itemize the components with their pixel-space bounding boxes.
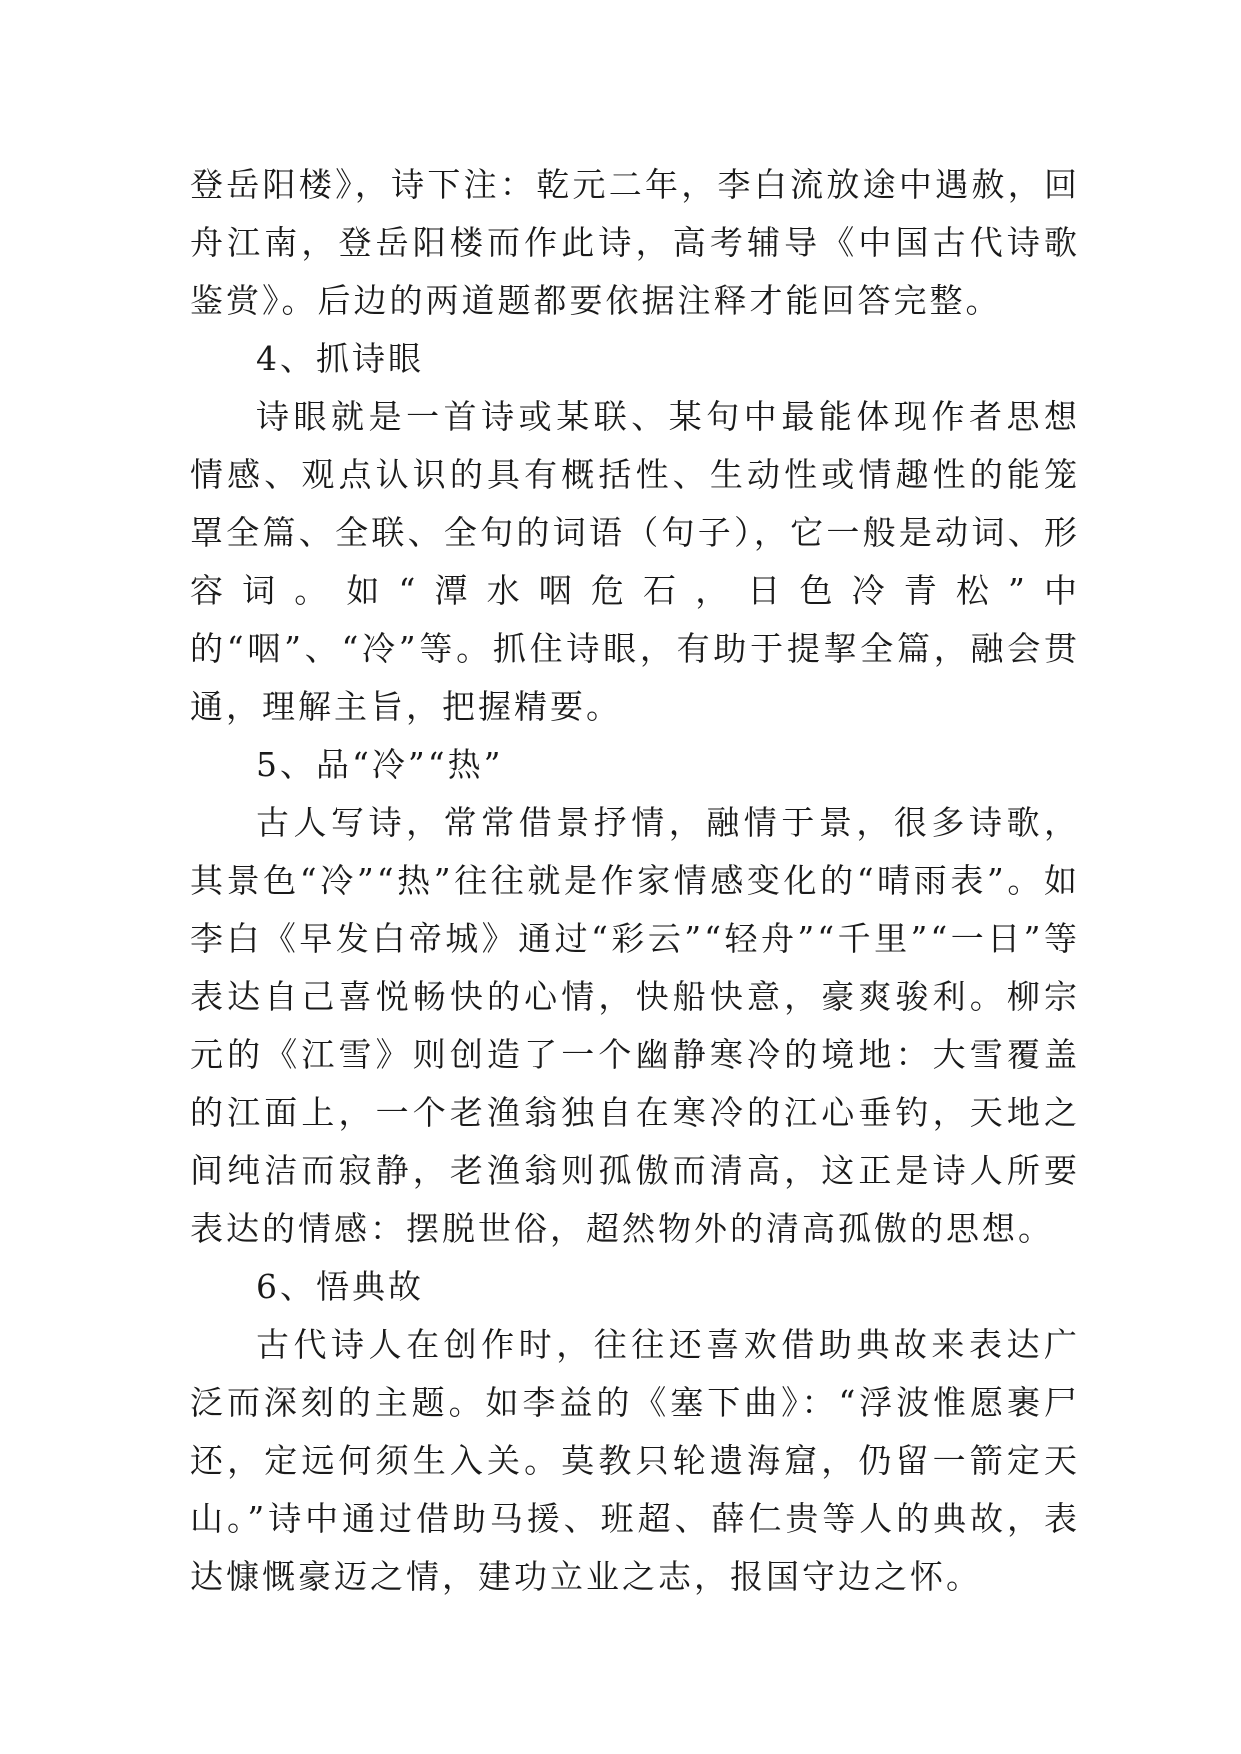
paragraph-continued: 登岳阳楼》，诗下注：乾元二年，李白流放途中遇赦，回舟江南，登岳阳楼而作此诗，高考辅导《中国古代诗歌鉴赏》。后边的两道题都要依据注释才能回答完整。: [190, 165, 1080, 320]
section-heading-5: 5、品“冷”“热”: [256, 745, 504, 784]
section-heading-4: 4、抓诗眼: [256, 339, 424, 378]
paragraph-poem-eye: 诗眼就是一首诗或某联、某句中最能体现作者思想情感、观点认识的具有概括性、生动性或情趣性的能笼罩全篇、全联、全句的词语（句子），它一般是动词、形容词。如“潭水咽危石，日色冷青松”中的“咽”、“冷”等。抓住诗眼，有助于提挈全篇，融会贯通，理解主旨，把握精要。: [190, 397, 1080, 726]
paragraph-allusion: 古代诗人在创作时，往往还喜欢借助典故来表达广泛而深刻的主题。如李益的《塞下曲》：“浮波惟愿裹尸还，定远何须生入关。莫教只轮遗海窟，仍留一箭定天山。”诗中通过借助马援、班超、薛仁贵等人的典故，表达慷慨豪迈之情，建功立业之志，报国守边之怀。: [190, 1325, 1080, 1596]
section-heading-6: 6、悟典故: [256, 1267, 424, 1306]
document-body: [190, 156, 1080, 1606]
paragraph-cold-hot: 古人写诗，常常借景抒情，融情于景，很多诗歌，其景色“冷”“热”往往就是作家情感变化的“晴雨表”。如李白《早发白帝城》通过“彩云”“轻舟”“千里”“一日”等表达自己喜悦畅快的心情，快船快意，豪爽骏利。柳宗元的《江雪》则创造了一个幽静寒冷的境地：大雪覆盖的江面上，一个老渔翁独自在寒冷的江心垂钓，天地之间纯洁而寂静，老渔翁则孤傲而清高，这正是诗人所要表达的情感：摆脱世俗，超然物外的清高孤傲的思想。: [190, 803, 1080, 1248]
